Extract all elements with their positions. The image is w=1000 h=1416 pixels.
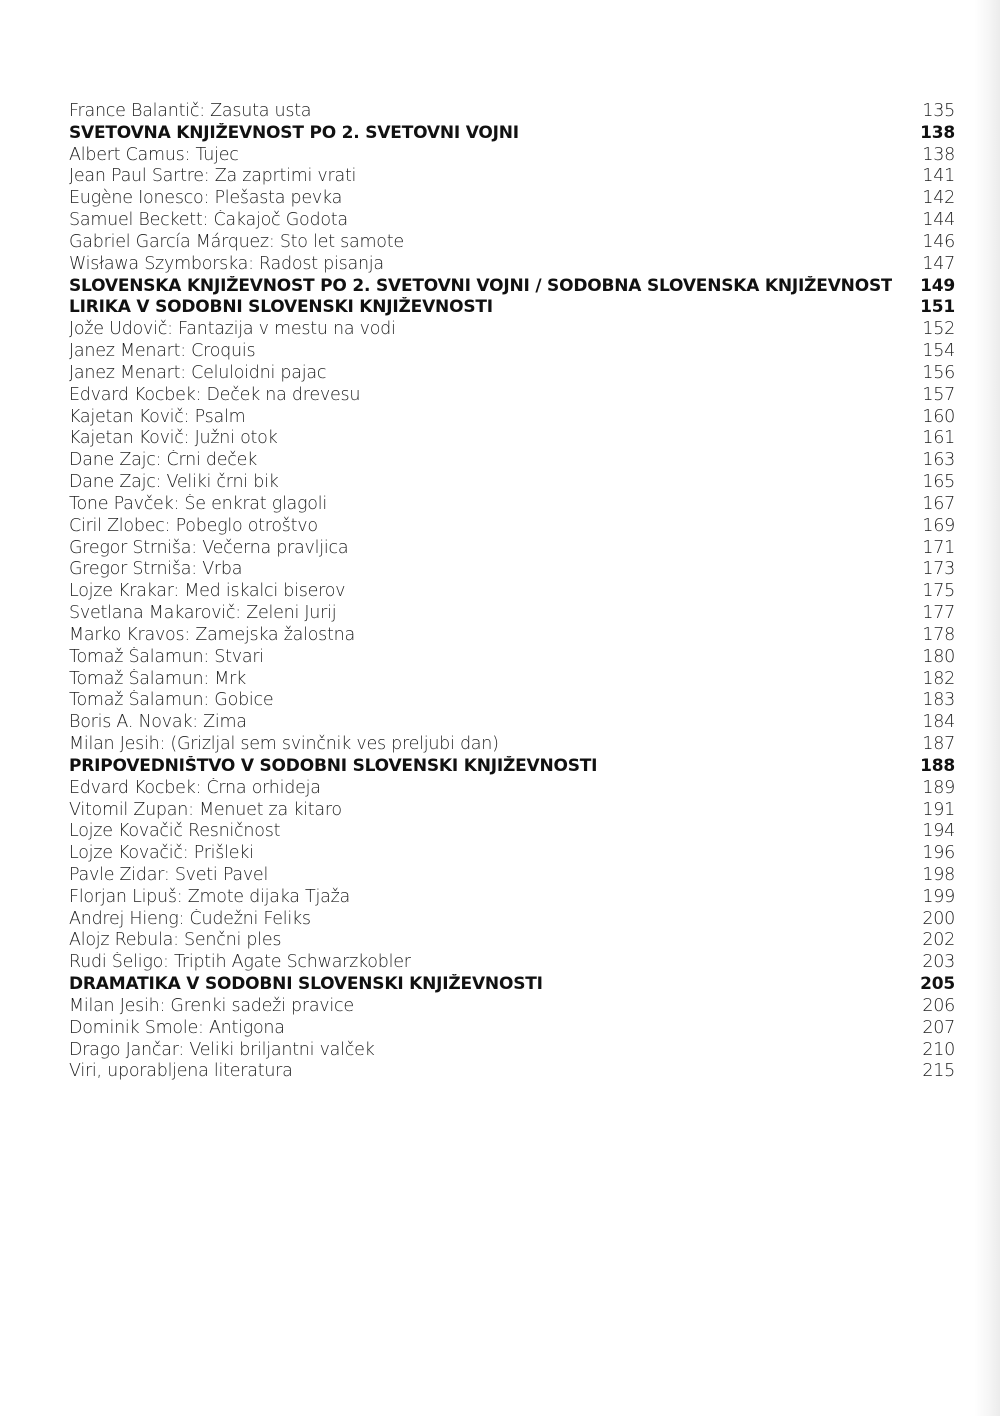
toc-entry-title: Andrej Hieng: Čudežni Feliks: [69, 908, 311, 929]
toc-entry-title: Florjan Lipuš: Zmote dijaka Tjaža: [69, 886, 350, 907]
toc-entry: [69, 494, 955, 516]
toc-entry-page-number: 167: [922, 493, 955, 514]
toc-entry-title: Tomaž Šalamun: Mrk: [69, 668, 246, 689]
toc-entry-title: Wisława Szymborska: Radost pisanja: [69, 253, 384, 274]
toc-entry-title: Tomaž Šalamun: Stvari: [69, 646, 264, 667]
toc-entry: [69, 647, 955, 669]
toc-entry-title: PRIPOVEDNIŠTVO V SODOBNI SLOVENSKI KNJIŽEVNOSTI: [69, 755, 598, 776]
toc-entry: [69, 232, 955, 254]
toc-entry-page-number: 144: [922, 210, 955, 231]
toc-entry-title: Dominik Smole: Antigona: [69, 1017, 285, 1038]
toc-entry-page-number: 200: [922, 908, 955, 929]
toc-entry: [69, 690, 955, 712]
toc-entry: [69, 428, 955, 450]
toc-entry: [69, 865, 955, 887]
toc-entry: [69, 559, 955, 581]
toc-entry-page-number: 169: [922, 515, 955, 536]
toc-entry-title: DRAMATIKA V SODOBNI SLOVENSKI KNJIŽEVNOSTI: [69, 974, 543, 995]
toc-entry: [69, 1018, 955, 1040]
toc-entry-page-number: 210: [922, 1039, 955, 1060]
toc-entry-page-number: 175: [922, 581, 955, 602]
toc-entry: [69, 516, 955, 538]
toc-entry-page-number: 202: [922, 930, 955, 951]
toc-entry: [69, 210, 955, 232]
toc-entry-page-number: 165: [922, 472, 955, 493]
toc-entry-title: Marko Kravos: Zamejska žalostna: [69, 624, 355, 645]
toc-entry-page-number: 183: [922, 690, 955, 711]
toc-entry-title: Tone Pavček: Še enkrat glagoli: [69, 493, 327, 514]
toc-entry-page-number: 156: [922, 362, 955, 383]
toc-entry-title: Kajetan Kovič: Psalm: [69, 406, 246, 427]
toc-entry-title: Dane Zajc: Veliki črni bik: [69, 472, 279, 493]
toc-entry-title: Eugène Ionesco: Plešasta pevka: [69, 188, 343, 209]
toc-entry-page-number: 196: [922, 843, 955, 864]
toc-entry-page-number: 178: [922, 624, 955, 645]
toc-entry-page-number: 203: [922, 952, 955, 973]
toc-entry-page-number: 147: [922, 253, 955, 274]
toc-entry-title: Milan Jesih: (Grizljal sem svinčnik ves preljubi dan): [69, 734, 499, 755]
toc-entry: [69, 1040, 955, 1062]
toc-entry-page-number: 138: [920, 122, 955, 143]
toc-section-heading: [69, 297, 955, 319]
toc-entry-title: Albert Camus: Tujec: [69, 144, 239, 165]
toc-entry-page-number: 173: [922, 559, 955, 580]
toc-entry-title: Vitomil Zupan: Menuet za kitaro: [69, 799, 342, 820]
toc-entry: [69, 996, 955, 1018]
toc-entry-title: Viri, uporabljena literatura: [69, 1061, 293, 1082]
toc-entry: [69, 166, 955, 188]
toc-entry: [69, 538, 955, 560]
toc-entry-page-number: 215: [922, 1061, 955, 1082]
toc-entry-title: Lojze Kovačič Resničnost: [69, 821, 281, 842]
page-edge-shadow: [974, 0, 1000, 1416]
toc-entry-page-number: 205: [920, 974, 955, 995]
toc-entry: [69, 188, 955, 210]
toc-section-heading: [69, 756, 955, 778]
toc-entry: [69, 407, 955, 429]
toc-entry: [69, 930, 955, 952]
toc-entry-title: Pavle Zidar: Sveti Pavel: [69, 864, 269, 885]
toc-entry-page-number: 160: [922, 406, 955, 427]
toc-entry-title: Janez Menart: Celuloidni pajac: [69, 362, 327, 383]
toc-entry-page-number: 142: [922, 188, 955, 209]
toc-entry-page-number: 180: [922, 646, 955, 667]
toc-section-heading: [69, 974, 955, 996]
toc-section-heading: [69, 123, 955, 145]
toc-entry-title: LIRIKA V SODOBNI SLOVENSKI KNJIŽEVNOSTI: [69, 297, 493, 318]
toc-entry-title: Kajetan Kovič: Južni otok: [69, 428, 278, 449]
toc-entry: [69, 821, 955, 843]
toc-entry-page-number: 152: [922, 319, 955, 340]
toc-entry: [69, 734, 955, 756]
toc-entry-title: Rudi Šeligo: Triptih Agate Schwarzkobler: [69, 952, 411, 973]
toc-entry-page-number: 151: [920, 297, 955, 318]
toc-entry: [69, 363, 955, 385]
toc-entry-title: Janez Menart: Croquis: [69, 341, 256, 362]
toc-entry-title: France Balantič: Zasuta usta: [69, 101, 312, 121]
toc-entry-title: Jože Udovič: Fantazija v mestu na vodi: [69, 319, 396, 340]
toc-entry: [69, 778, 955, 800]
toc-entry-title: Jean Paul Sartre: Za zaprtimi vrati: [69, 166, 357, 187]
toc-entry: [69, 887, 955, 909]
toc-entry-title: Lojze Krakar: Med iskalci biserov: [69, 581, 346, 602]
toc-entry-title: Edvard Kocbek: Deček na drevesu: [69, 384, 361, 405]
toc-entry-page-number: 171: [922, 537, 955, 558]
toc-entry: [69, 909, 955, 931]
toc-entry: [69, 581, 955, 603]
toc-entry-title: Edvard Kocbek: Črna orhideja: [69, 777, 321, 798]
toc-entry-page-number: 135: [922, 101, 955, 121]
toc-entry-title: SLOVENSKA KNJIŽEVNOST PO 2. SVETOVNI VOJNI / SODOBNA SLOVENSKA KNJIŽEVNOST: [69, 275, 893, 296]
toc-entry-page-number: 206: [922, 995, 955, 1016]
toc-entry: [69, 101, 955, 123]
toc-entry: [69, 319, 955, 341]
toc-entry-page-number: 146: [922, 231, 955, 252]
toc-entry-title: Gabriel García Márquez: Sto let samote: [69, 231, 404, 252]
toc-entry: [69, 669, 955, 691]
toc-entry: [69, 952, 955, 974]
toc-entry-title: Ciril Zlobec: Pobeglo otroštvo: [69, 515, 318, 536]
toc-entry: [69, 472, 955, 494]
toc-entry-title: Alojz Rebula: Senčni ples: [69, 930, 282, 951]
toc-entry: [69, 1061, 955, 1083]
toc-entry-page-number: 189: [922, 777, 955, 798]
toc-entry-title: Tomaž Šalamun: Gobice: [69, 690, 274, 711]
toc-entry: [69, 450, 955, 472]
toc-entry-title: Gregor Strniša: Vrba: [69, 559, 243, 580]
toc-entry-page-number: 154: [922, 341, 955, 362]
toc-entry-page-number: 138: [922, 144, 955, 165]
toc-entry-title: Svetlana Makarovič: Zeleni Jurij: [69, 603, 337, 624]
toc-entry-page-number: 177: [922, 603, 955, 624]
toc-entry-page-number: 199: [922, 886, 955, 907]
toc-entry-page-number: 187: [922, 734, 955, 755]
toc-entry: [69, 145, 955, 167]
toc-entry: [69, 800, 955, 822]
toc-entry-page-number: 182: [922, 668, 955, 689]
toc-entry-page-number: 141: [922, 166, 955, 187]
toc-entry-page-number: 184: [922, 712, 955, 733]
toc-entry-title: Boris A. Novak: Zima: [69, 712, 247, 733]
toc-entry-page-number: 207: [922, 1017, 955, 1038]
toc-entry-page-number: 161: [922, 428, 955, 449]
toc-entry-page-number: 194: [922, 821, 955, 842]
toc-entry-title: SVETOVNA KNJIŽEVNOST PO 2. SVETOVNI VOJNI: [69, 122, 519, 143]
toc-entry-page-number: 191: [922, 799, 955, 820]
toc-entry: [69, 625, 955, 647]
toc-entry: [69, 603, 955, 625]
toc-entry-title: Gregor Strniša: Večerna pravljica: [69, 537, 349, 558]
toc-section-heading: [69, 276, 955, 298]
toc-entry-title: Samuel Beckett: Čakajoč Godota: [69, 210, 348, 231]
toc-entry-page-number: 163: [922, 450, 955, 471]
toc-entry-title: Drago Jančar: Veliki briljantni valček: [69, 1039, 375, 1060]
toc-entry: [69, 843, 955, 865]
toc-entry: [69, 712, 955, 734]
toc-entry-title: Lojze Kovačič: Prišleki: [69, 843, 254, 864]
toc-entry-page-number: 198: [922, 864, 955, 885]
table-of-contents: [69, 101, 955, 1083]
toc-entry-page-number: 157: [922, 384, 955, 405]
toc-entry-page-number: 188: [920, 755, 955, 776]
toc-entry-title: Milan Jesih: Grenki sadeži pravice: [69, 995, 354, 1016]
toc-entry-title: Dane Zajc: Črni deček: [69, 450, 258, 471]
toc-entry: [69, 385, 955, 407]
toc-entry-page-number: 149: [920, 275, 955, 296]
toc-entry: [69, 254, 955, 276]
toc-entry: [69, 341, 955, 363]
